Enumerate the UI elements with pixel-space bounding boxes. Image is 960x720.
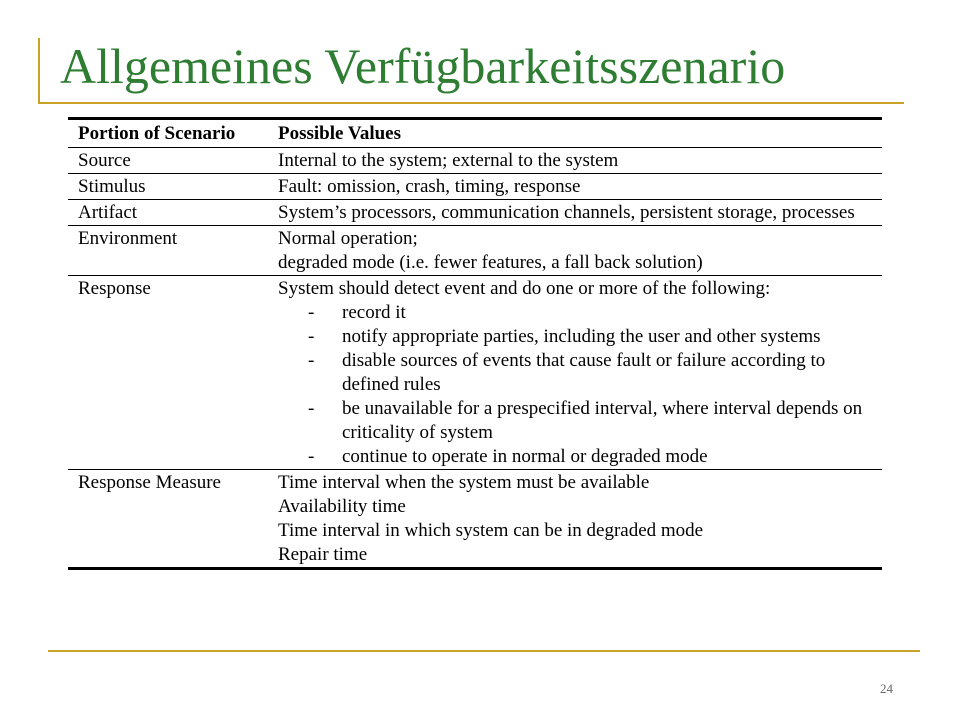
title-accent-horizontal-bar (38, 102, 904, 104)
response-list (278, 301, 882, 469)
availability-scenario-table (68, 117, 882, 570)
row-value: Fault: omission, crash, timing, response (278, 176, 581, 197)
row-label: Stimulus (78, 176, 146, 197)
list-item (278, 325, 882, 349)
list-item (278, 397, 882, 445)
row-label: Source (78, 150, 131, 171)
table-header-row (68, 119, 882, 148)
row-label: Artifact (78, 202, 138, 223)
value-line: Normal operation; (278, 228, 418, 249)
dash-bullet: - (308, 446, 315, 467)
dash-bullet: - (308, 326, 315, 347)
row-value (268, 470, 882, 569)
list-item (278, 349, 882, 397)
header-portion-of-scenario: Portion of Scenario (78, 123, 236, 144)
list-item-text: be unavailable for a prespecified interval, where interval depends on criticality of system (342, 398, 863, 443)
row-value: Internal to the system; external to the system (278, 150, 619, 171)
dash-bullet: - (308, 398, 315, 419)
value-line: Time interval in which system can be in degraded mode (278, 520, 704, 541)
slide-title: Allgemeines Verfügbarkeitsszenario (60, 38, 786, 94)
dash-bullet: - (308, 350, 315, 371)
row-label: Environment (78, 228, 178, 249)
value-line: Availability time (278, 496, 406, 517)
list-item (278, 445, 882, 469)
row-value: System’s processors, communication channels, persistent storage, processes (278, 202, 855, 223)
table-row-response (68, 276, 882, 470)
table-row-artifact (68, 200, 882, 226)
table-row-stimulus (68, 174, 882, 200)
header-possible-values: Possible Values (278, 123, 402, 144)
value-line: Time interval when the system must be available (278, 472, 650, 493)
list-item-text: notify appropriate parties, including the user and other systems (342, 326, 821, 347)
page-number: 24 (880, 681, 893, 696)
row-value (268, 276, 882, 470)
table-row-environment (68, 226, 882, 276)
list-item-text: record it (342, 302, 406, 323)
row-label: Response Measure (78, 472, 221, 493)
row-value (268, 226, 882, 276)
value-line: degraded mode (i.e. fewer features, a fall back solution) (278, 252, 703, 273)
title-accent-vertical-bar (38, 38, 40, 104)
table-row-source (68, 148, 882, 174)
response-intro: System should detect event and do one or more of the following: (278, 278, 771, 299)
row-label: Response (78, 278, 151, 299)
list-item-text: disable sources of events that cause fault or failure according to defined rules (342, 350, 826, 395)
list-item-text: continue to operate in normal or degraded mode (342, 446, 708, 467)
footer-divider (48, 650, 920, 652)
dash-bullet: - (308, 302, 315, 323)
table-row-response-measure (68, 470, 882, 569)
value-line: Repair time (278, 544, 368, 565)
list-item (278, 301, 882, 325)
scenario-table-container (68, 117, 882, 570)
